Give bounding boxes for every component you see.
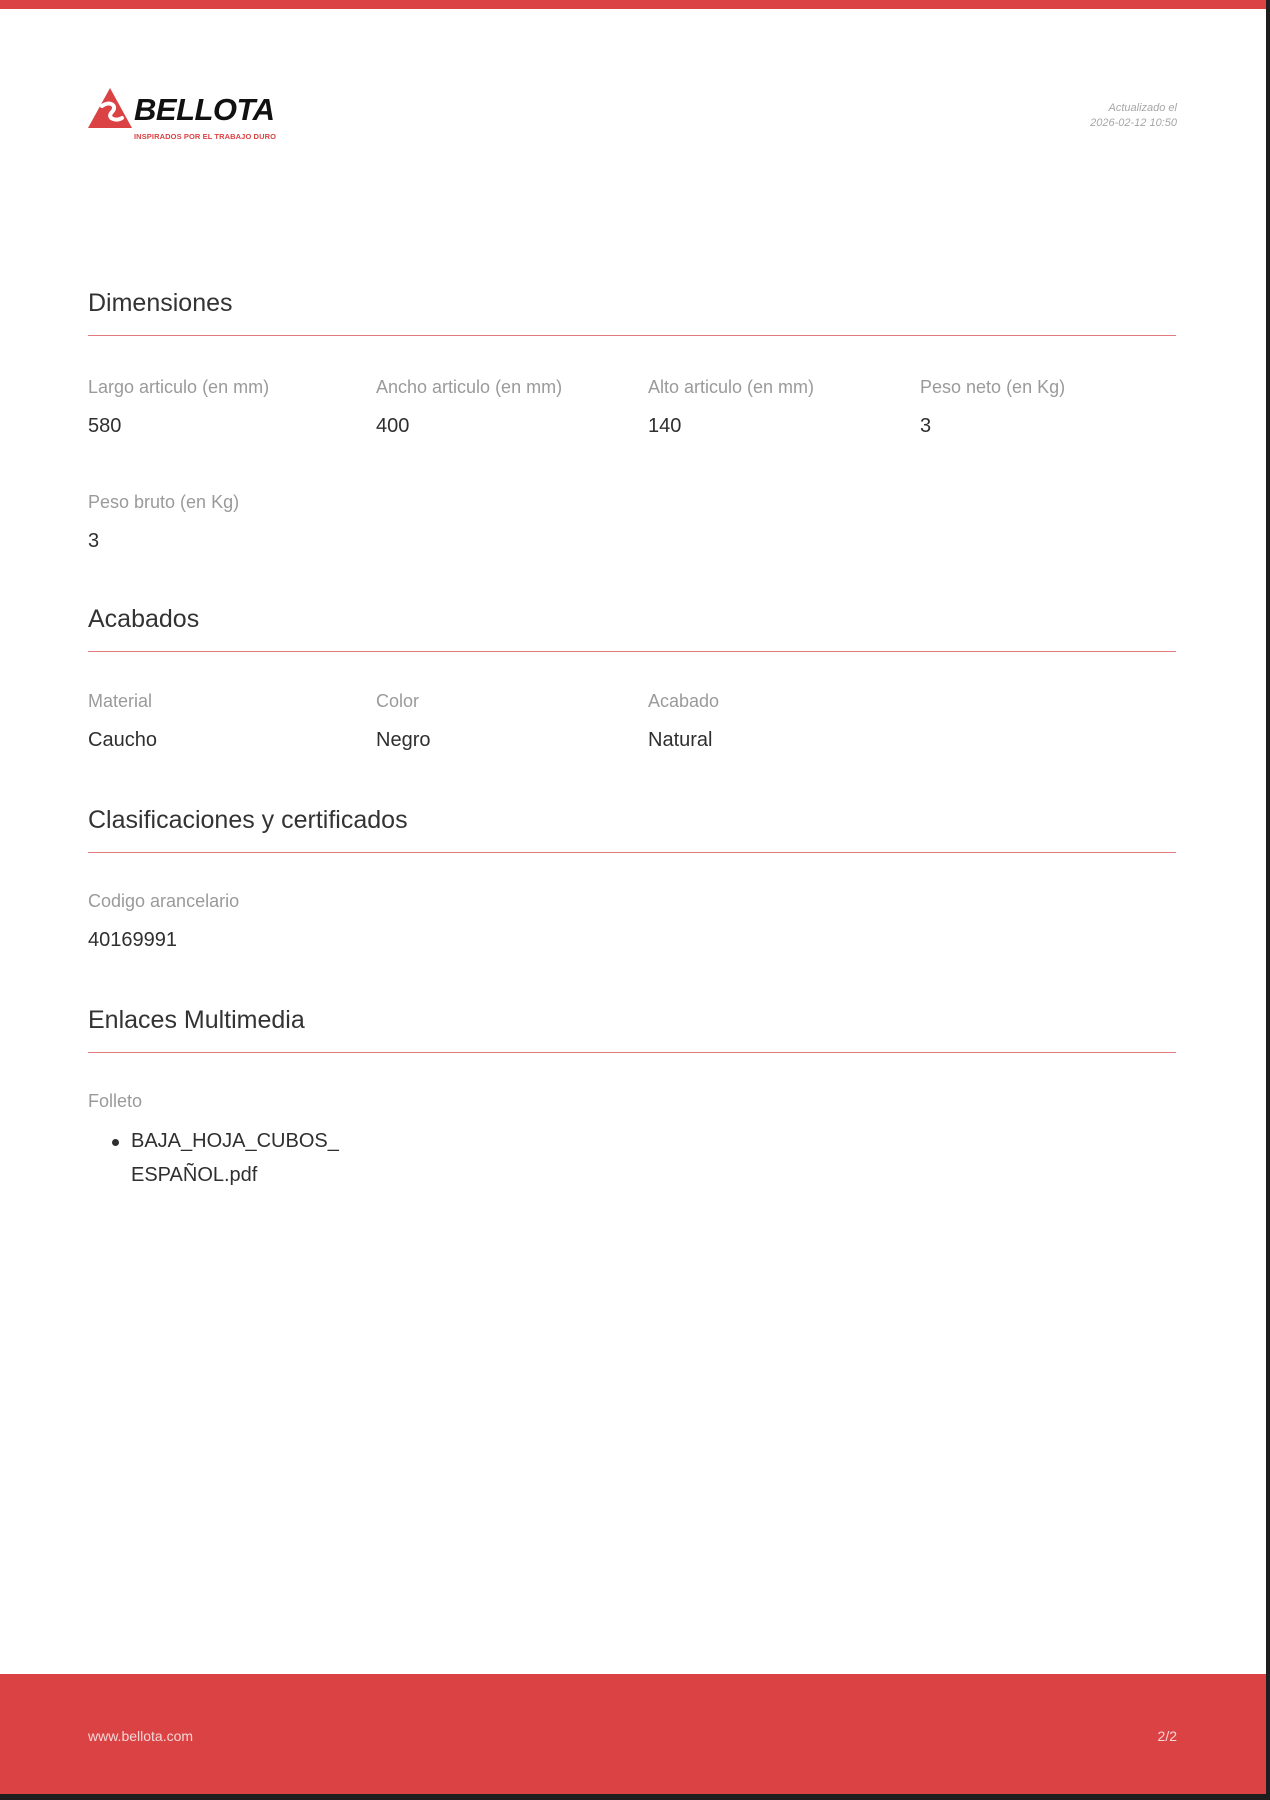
- page-number: 2/2: [1157, 1728, 1177, 1744]
- field-value: 580: [88, 415, 122, 437]
- section-title: Clasificaciones y certificados: [88, 805, 1176, 853]
- field-label: Color: [376, 691, 420, 711]
- field-value: Caucho: [88, 729, 157, 751]
- section-title: Acabados: [88, 604, 1176, 652]
- bellota-triangle-icon: [88, 88, 132, 128]
- section-acabados: [88, 604, 1176, 751]
- section-title: Enlaces Multimedia: [88, 1005, 1176, 1053]
- field-value: 140: [648, 415, 682, 437]
- field-label: Acabado: [648, 691, 720, 711]
- field-label: Peso neto (en Kg): [920, 377, 1066, 397]
- field-value: 40169991: [88, 929, 177, 951]
- field-acabado: [648, 690, 719, 752]
- top-accent-bar: [0, 0, 1266, 9]
- field-codigo-arancelario: [88, 890, 239, 952]
- field-value: 3: [920, 415, 932, 437]
- section-multimedia: [88, 1005, 1176, 1186]
- field-value: 3: [88, 530, 100, 552]
- field-label: Codigo arancelario: [88, 891, 240, 911]
- field-value: Natural: [648, 729, 713, 751]
- field-value: Negro: [376, 729, 431, 751]
- section-clasificaciones: [88, 805, 1176, 951]
- field-value: 400: [376, 415, 410, 437]
- field-material: [88, 690, 157, 752]
- footer: [0, 1674, 1266, 1794]
- field-label: Largo articulo (en mm): [88, 377, 270, 397]
- field-peso-bruto: [88, 491, 239, 553]
- updated-stamp: [1090, 101, 1177, 131]
- field-peso-neto: [920, 376, 1065, 438]
- footer-url[interactable]: www.bellota.com: [88, 1728, 194, 1744]
- logo-tagline: INSPIRADOS POR EL TRABAJO DURO: [134, 132, 277, 141]
- field-folleto: [88, 1090, 351, 1192]
- bellota-logo: [88, 88, 278, 144]
- section-dimensiones: [88, 288, 1176, 552]
- field-largo: [88, 376, 269, 438]
- field-ancho: [376, 376, 562, 438]
- section-title: Dimensiones: [88, 288, 1176, 336]
- updated-date: 2026-02-12 10:50: [1090, 117, 1177, 129]
- field-label: Peso bruto (en Kg): [88, 492, 240, 512]
- field-alto: [648, 376, 814, 438]
- folleto-list: [88, 1124, 351, 1192]
- updated-label: Actualizado el: [1108, 102, 1177, 114]
- logo-wordmark: BELLOTA: [134, 92, 275, 127]
- folleto-link[interactable]: BAJA_HOJA_CUBOS_ESPAÑOL.pdf: [88, 1124, 351, 1192]
- field-label: Folleto: [88, 1091, 143, 1111]
- field-label: Ancho articulo (en mm): [376, 377, 563, 397]
- field-label: Alto articulo (en mm): [648, 377, 815, 397]
- field-label: Material: [88, 691, 153, 711]
- field-color: [376, 690, 430, 752]
